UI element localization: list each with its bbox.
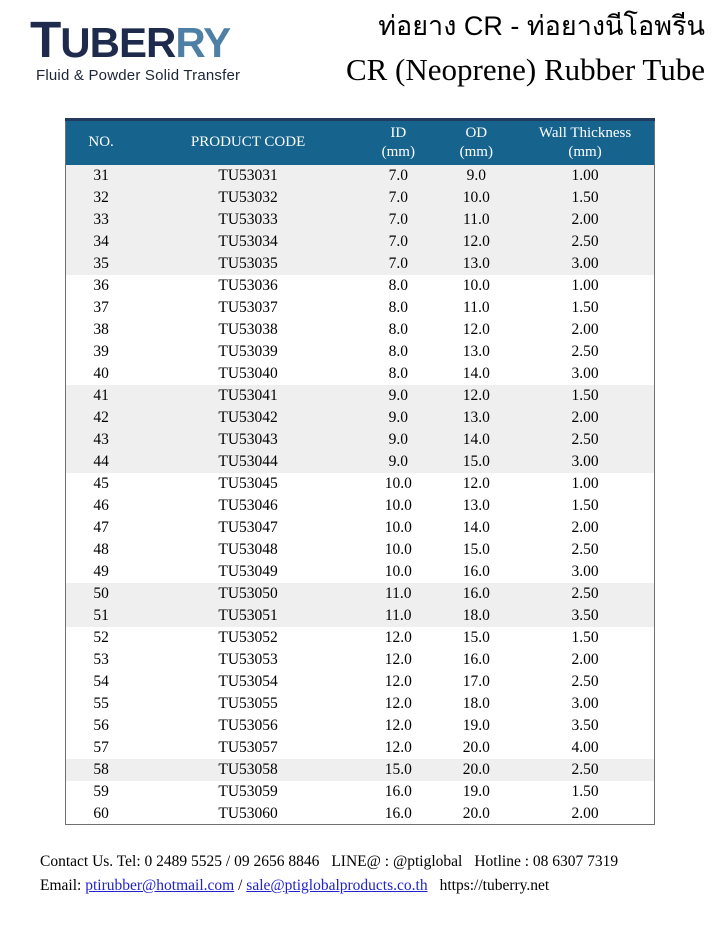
- cell-no: 47: [93, 518, 109, 536]
- column-header-od: [437, 120, 517, 165]
- table-row: [66, 165, 655, 187]
- cell-no: 35: [66, 253, 137, 275]
- cell-id: 8.0: [388, 276, 408, 294]
- cell-no: 59: [93, 782, 109, 800]
- cell-wall-thickness: 3.50: [516, 605, 654, 627]
- product-spec-table-container: [65, 118, 655, 825]
- table-row: [66, 561, 655, 583]
- cell-product-code: TU53060: [218, 804, 278, 822]
- cell-product-code: TU53035: [136, 253, 360, 275]
- cell-id: 12.0: [384, 716, 412, 734]
- cell-od: 12.0: [462, 320, 490, 338]
- cell-id: 12.0: [384, 694, 412, 712]
- cell-no: 43: [66, 429, 137, 451]
- table-row: [66, 429, 655, 451]
- cell-wall-thickness: 1.00: [516, 165, 654, 187]
- cell-id: 9.0: [360, 385, 437, 407]
- cell-id: 7.0: [360, 187, 437, 209]
- cell-no: 54: [93, 672, 109, 690]
- cell-product-code: TU53032: [136, 187, 360, 209]
- email-link-sale[interactable]: sale@ptiglobalproducts.co.th: [246, 877, 428, 895]
- cell-od: 15.0: [437, 451, 517, 473]
- column-header-label: OD: [465, 125, 488, 141]
- cell-product-code: TU53052: [218, 628, 278, 646]
- cell-od: 10.0: [437, 187, 517, 209]
- cell-id: 16.0: [384, 782, 412, 800]
- cell-product-code: TU53048: [218, 540, 278, 558]
- cell-product-code: TU53041: [136, 385, 360, 407]
- cell-product-code: TU53053: [218, 650, 278, 668]
- cell-product-code: TU53057: [218, 738, 278, 756]
- cell-id: 7.0: [360, 209, 437, 231]
- cell-od: 12.0: [462, 474, 490, 492]
- column-header-unit: (mm): [381, 143, 415, 160]
- brand-wordmark: [30, 11, 240, 68]
- table-row: [66, 759, 655, 781]
- cell-od: 10.0: [462, 276, 490, 294]
- cell-no: 36: [93, 276, 109, 294]
- column-header-label: Wall Thickness: [538, 125, 632, 141]
- column-header-unit: (mm): [568, 143, 602, 160]
- table-row: [66, 495, 655, 517]
- table-row: [66, 253, 655, 275]
- cell-product-code: TU53056: [218, 716, 278, 734]
- cell-no: 58: [66, 759, 137, 781]
- cell-wall-thickness: 1.50: [571, 782, 599, 800]
- cell-od: 12.0: [437, 385, 517, 407]
- cell-wall-thickness: 2.50: [516, 759, 654, 781]
- cell-product-code: TU53051: [136, 605, 360, 627]
- cell-product-code: TU53031: [136, 165, 360, 187]
- cell-od: 19.0: [462, 716, 490, 734]
- cell-wall-thickness: 2.00: [516, 407, 654, 429]
- cell-no: 37: [93, 298, 109, 316]
- column-header-unit: (mm): [459, 143, 493, 160]
- cell-id: 15.0: [360, 759, 437, 781]
- cell-no: 34: [66, 231, 137, 253]
- cell-no: 56: [93, 716, 109, 734]
- footer-email-line: [40, 874, 618, 898]
- cell-id: 9.0: [360, 451, 437, 473]
- column-header-product-code: [136, 120, 360, 165]
- table-row: [66, 451, 655, 473]
- cell-od: 13.0: [462, 496, 490, 514]
- page-title-english: CR (Neoprene) Rubber Tube: [345, 51, 705, 87]
- cell-od: 11.0: [437, 209, 517, 231]
- cell-product-code: TU53054: [218, 672, 278, 690]
- email-separator: /: [238, 877, 243, 895]
- cell-od: 20.0: [437, 759, 517, 781]
- cell-no: 33: [66, 209, 137, 231]
- cell-od: 15.0: [462, 540, 490, 558]
- cell-no: 38: [93, 320, 109, 338]
- table-row: [66, 231, 655, 253]
- cell-product-code: TU53043: [136, 429, 360, 451]
- cell-product-code: TU53039: [218, 342, 278, 360]
- cell-wall-thickness: 1.50: [571, 628, 599, 646]
- cell-od: 20.0: [462, 804, 490, 822]
- cell-no: 57: [93, 738, 109, 756]
- brand-accent-text: RY: [175, 19, 231, 66]
- cell-no: 52: [93, 628, 109, 646]
- cell-product-code: TU53038: [218, 320, 278, 338]
- cell-wall-thickness: 2.50: [571, 540, 599, 558]
- cell-wall-thickness: 2.00: [571, 518, 599, 536]
- table-row: [66, 671, 655, 693]
- cell-product-code: TU53036: [218, 276, 278, 294]
- cell-od: 14.0: [462, 364, 490, 382]
- cell-no: 44: [66, 451, 137, 473]
- cell-od: 13.0: [437, 253, 517, 275]
- cell-id: 7.0: [360, 231, 437, 253]
- cell-product-code: TU53042: [136, 407, 360, 429]
- brand-primary-text: TUBER: [30, 11, 176, 68]
- table-row: [66, 605, 655, 627]
- cell-product-code: TU53055: [218, 694, 278, 712]
- cell-product-code: TU53033: [136, 209, 360, 231]
- cell-wall-thickness: 2.00: [571, 320, 599, 338]
- cell-id: 10.0: [384, 562, 412, 580]
- cell-product-code: TU53034: [136, 231, 360, 253]
- column-header-no: [66, 120, 137, 165]
- cell-id: 10.0: [384, 496, 412, 514]
- line-account-text: LINE@ : @ptiglobal: [331, 853, 463, 870]
- cell-product-code: TU53046: [218, 496, 278, 514]
- cell-id: 11.0: [360, 583, 437, 605]
- cell-wall-thickness: 3.00: [571, 694, 599, 712]
- cell-wall-thickness: 4.00: [571, 738, 599, 756]
- cell-product-code: TU53058: [136, 759, 360, 781]
- cell-od: 14.0: [462, 518, 490, 536]
- table-row: [66, 187, 655, 209]
- cell-wall-thickness: 2.50: [571, 342, 599, 360]
- cell-no: 55: [93, 694, 109, 712]
- cell-id: 10.0: [384, 474, 412, 492]
- website-text: https://tuberry.net: [439, 877, 550, 895]
- cell-id: 8.0: [388, 320, 408, 338]
- contact-phone-text: Contact Us. Tel: 0 2489 5525 / 09 2656 8846: [40, 853, 320, 870]
- cell-no: 40: [93, 364, 109, 382]
- cell-no: 31: [66, 165, 137, 187]
- cell-wall-thickness: 3.00: [516, 451, 654, 473]
- table-row: [66, 715, 655, 737]
- table-row: [66, 781, 655, 803]
- cell-wall-thickness: 2.50: [571, 672, 599, 690]
- cell-id: 12.0: [384, 672, 412, 690]
- cell-no: 50: [66, 583, 137, 605]
- cell-no: 60: [93, 804, 109, 822]
- cell-product-code: TU53040: [218, 364, 278, 382]
- cell-wall-thickness: 1.50: [571, 496, 599, 514]
- cell-id: 7.0: [360, 165, 437, 187]
- cell-wall-thickness: 1.00: [571, 276, 599, 294]
- cell-od: 18.0: [462, 694, 490, 712]
- cell-no: 42: [66, 407, 137, 429]
- table-row: [66, 363, 655, 385]
- cell-id: 8.0: [388, 364, 408, 382]
- cell-no: 32: [66, 187, 137, 209]
- email-label: Email:: [40, 877, 82, 895]
- table-row: [66, 385, 655, 407]
- cell-od: 16.0: [462, 562, 490, 580]
- cell-id: 10.0: [384, 540, 412, 558]
- cell-wall-thickness: 2.00: [571, 650, 599, 668]
- table-row: [66, 627, 655, 649]
- cell-no: 46: [93, 496, 109, 514]
- footer-contact-line: [40, 850, 618, 874]
- cell-product-code: TU53050: [136, 583, 360, 605]
- table-row: [66, 517, 655, 539]
- cell-od: 18.0: [437, 605, 517, 627]
- column-header-label: PRODUCT CODE: [190, 134, 306, 151]
- cell-id: 9.0: [360, 429, 437, 451]
- cell-wall-thickness: 2.50: [516, 583, 654, 605]
- table-row: [66, 583, 655, 605]
- company-logo: [30, 10, 240, 84]
- cell-no: 49: [93, 562, 109, 580]
- cell-od: 15.0: [462, 628, 490, 646]
- table-row: [66, 539, 655, 561]
- table-body: [66, 165, 655, 825]
- cell-no: 39: [93, 342, 109, 360]
- cell-wall-thickness: 3.50: [571, 716, 599, 734]
- column-header-id: [360, 120, 437, 165]
- cell-od: 16.0: [462, 650, 490, 668]
- table-row: [66, 693, 655, 715]
- cell-product-code: TU53037: [218, 298, 278, 316]
- column-header-label: NO.: [88, 134, 114, 151]
- column-header-label: ID: [390, 125, 407, 141]
- cell-id: 11.0: [360, 605, 437, 627]
- cell-no: 41: [66, 385, 137, 407]
- cell-id: 12.0: [384, 650, 412, 668]
- table-row: [66, 473, 655, 495]
- cell-product-code: TU53045: [218, 474, 278, 492]
- table-header: [66, 120, 655, 165]
- cell-od: 13.0: [462, 342, 490, 360]
- page-footer: [40, 850, 618, 898]
- cell-od: 12.0: [437, 231, 517, 253]
- column-header-wall-thickness: [516, 120, 654, 165]
- brand-tagline: Fluid & Powder Solid Transfer: [36, 67, 241, 85]
- cell-wall-thickness: 1.00: [571, 474, 599, 492]
- cell-od: 9.0: [437, 165, 517, 187]
- cell-od: 19.0: [462, 782, 490, 800]
- cell-wall-thickness: 1.50: [516, 187, 654, 209]
- table-row: [66, 319, 655, 341]
- cell-wall-thickness: 2.00: [516, 209, 654, 231]
- hotline-text: Hotline : 08 6307 7319: [474, 853, 619, 870]
- table-row: [66, 275, 655, 297]
- cell-id: 7.0: [360, 253, 437, 275]
- cell-od: 13.0: [437, 407, 517, 429]
- cell-id: 8.0: [388, 342, 408, 360]
- cell-od: 16.0: [437, 583, 517, 605]
- table-header-row: [66, 120, 655, 165]
- cell-wall-thickness: 3.00: [571, 364, 599, 382]
- title-block: [346, 10, 709, 90]
- cell-id: 12.0: [384, 628, 412, 646]
- cell-wall-thickness: 2.50: [516, 429, 654, 451]
- cell-no: 48: [93, 540, 109, 558]
- cell-od: 14.0: [437, 429, 517, 451]
- table-row: [66, 341, 655, 363]
- cell-od: 20.0: [462, 738, 490, 756]
- cell-product-code: TU53049: [218, 562, 278, 580]
- cell-id: 12.0: [384, 738, 412, 756]
- cell-no: 45: [93, 474, 109, 492]
- cell-od: 17.0: [462, 672, 490, 690]
- table-row: [66, 407, 655, 429]
- cell-wall-thickness: 2.50: [516, 231, 654, 253]
- cell-id: 8.0: [388, 298, 408, 316]
- table-row: [66, 649, 655, 671]
- cell-wall-thickness: 3.00: [571, 562, 599, 580]
- cell-id: 10.0: [384, 518, 412, 536]
- cell-wall-thickness: 1.50: [516, 385, 654, 407]
- table-row: [66, 297, 655, 319]
- page-title-thai: ท่อยาง CR - ท่อยางนีโอพรีน: [378, 11, 705, 41]
- cell-wall-thickness: 3.00: [516, 253, 654, 275]
- cell-no: 53: [93, 650, 109, 668]
- product-spec-table: [65, 118, 655, 825]
- cell-od: 11.0: [463, 298, 490, 316]
- cell-product-code: TU53047: [218, 518, 278, 536]
- cell-id: 9.0: [360, 407, 437, 429]
- cell-wall-thickness: 1.50: [571, 298, 599, 316]
- cell-product-code: TU53059: [218, 782, 278, 800]
- table-row: [66, 803, 655, 825]
- cell-wall-thickness: 2.00: [571, 804, 599, 822]
- page-header: [0, 0, 715, 118]
- table-row: [66, 209, 655, 231]
- cell-product-code: TU53044: [136, 451, 360, 473]
- table-row: [66, 737, 655, 759]
- cell-no: 51: [66, 605, 137, 627]
- email-link-ptirubber[interactable]: ptirubber@hotmail.com: [85, 877, 235, 895]
- cell-id: 16.0: [384, 804, 412, 822]
